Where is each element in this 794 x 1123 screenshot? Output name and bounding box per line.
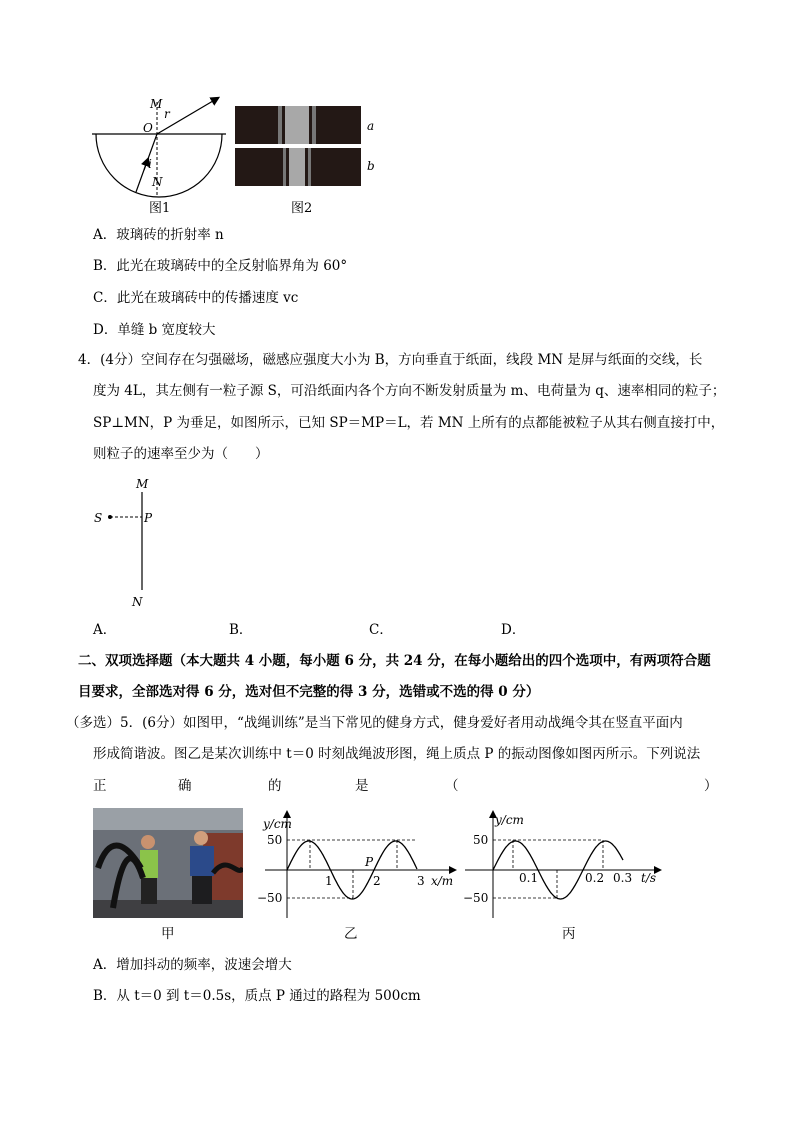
q5-option-b: B．从 t＝0 到 t＝0.5s，质点 P 通过的路程为 500cm (93, 988, 421, 1004)
vib-x-tick-0.2: 0.2 (585, 871, 605, 885)
q4-label-n: N (132, 595, 143, 609)
fig1-label-m: M (150, 97, 163, 111)
wave-x-axis-label: x/m (431, 874, 454, 888)
q5-stem-word-3: 的 (268, 778, 282, 794)
q4-option-a: A． (93, 622, 117, 638)
q4-label-p: P (144, 511, 153, 525)
q5-stem-line-1: （多选）5．(6分）如图甲，“战绳训练”是当下常见的健身方式，健身爱好者用动战绳令其在竖直平面内 (66, 715, 683, 731)
q3-option-d: D．单缝 b 宽度较大 (93, 322, 216, 338)
fig2-label-a: a (367, 119, 375, 133)
section2-heading-line-2: 目要求，全部选对得 6 分，选对但不完整的得 3 分，选错或不选的得 0 分） (78, 684, 540, 700)
q3-option-c: C．此光在玻璃砖中的传播速度 vc (93, 290, 299, 306)
fig1-label-o: O (143, 121, 153, 135)
q4-option-c: C． (369, 622, 393, 638)
fig2-caption: 图2 (291, 201, 313, 216)
vib-y-axis-label: y/cm (495, 813, 524, 827)
q4-option-d: D． (501, 622, 526, 638)
wave-y-tick-neg50: −50 (257, 891, 283, 905)
section2-heading-line-1: 二、双项选择题（本大题共 4 小题，每小题 6 分，共 24 分，在每小题给出的四个选项中，有两项符合题 (78, 653, 711, 669)
q4-label-s: S (94, 511, 103, 525)
wave-x-tick-2: 2 (373, 874, 381, 888)
wave-x-tick-3: 3 (417, 874, 425, 888)
vib-y-tick-50: 50 (473, 833, 489, 847)
q5-stem-line-2: 形成简谐波。图乙是某次训练中 t＝0 时刻战绳波形图，绳上质点 P 的振动图像如图丙所示。下列说法 (93, 746, 701, 762)
q4-label-m: M (136, 477, 149, 491)
q5-stem-word-1: 正 (93, 778, 107, 794)
q4-stem-line-1: 4．(4分）空间存在匀强磁场，磁感应强度大小为 B，方向垂直于纸面，线段 MN 是屏与纸面的交线，长 (78, 352, 703, 368)
wave-point-p: P (365, 855, 374, 869)
q4-stem-line-3: SP⊥MN，P 为垂足，如图所示，已知 SP＝MP＝L，若 MN 上所有的点都能被粒子从其右侧直接打中， (93, 415, 725, 431)
vib-x-tick-0.3: 0.3 (613, 871, 633, 885)
q4-stem-line-4: 则粒子的速率至少为（ ） (93, 446, 269, 462)
fig1-label-i: i (148, 157, 152, 171)
fig2-diffraction-pattern (233, 104, 383, 218)
fig1-caption: 图1 (149, 201, 171, 216)
vib-y-tick-neg50: −50 (463, 891, 489, 905)
vib-x-tick-0.1: 0.1 (519, 871, 539, 885)
q4-option-b: B． (229, 622, 253, 638)
q4-screen-diagram (92, 474, 162, 614)
vibration-graph-bing (455, 806, 665, 921)
q5-option-a: A．增加抖动的频率，波速会增大 (93, 957, 292, 973)
photo-caption-jia: 甲 (161, 926, 175, 942)
q5-stem-word-6: ） (704, 778, 718, 794)
fig1-label-n: N (152, 175, 163, 189)
wave-caption-yi: 乙 (344, 926, 358, 942)
wave-x-tick-1: 1 (325, 874, 333, 888)
wave-y-tick-50: 50 (267, 833, 283, 847)
q5-stem-word-5: （ (445, 778, 459, 794)
q5-stem-word-2: 确 (178, 778, 192, 794)
q5-stem-word-4: 是 (355, 778, 369, 794)
wave-y-axis-label: y/cm (263, 817, 292, 831)
q3-option-a: A．玻璃砖的折射率 n (93, 227, 224, 243)
fig2-label-b: b (367, 159, 375, 173)
q4-stem-line-2: 度为 4L，其左侧有一粒子源 S，可沿纸面内各个方向不断发射质量为 m、电荷量为 q、速率相同的粒子； (93, 383, 726, 399)
q3-option-b: B．此光在玻璃砖中的全反射临界角为 60° (93, 258, 348, 274)
vib-x-axis-label: t/s (641, 871, 657, 885)
vib-caption-bing: 丙 (562, 926, 576, 942)
battle-rope-photo (93, 808, 243, 918)
wave-graph-yi (255, 806, 465, 921)
fig1-glass-brick-diagram (88, 92, 230, 218)
fig1-label-r: r (164, 107, 170, 121)
